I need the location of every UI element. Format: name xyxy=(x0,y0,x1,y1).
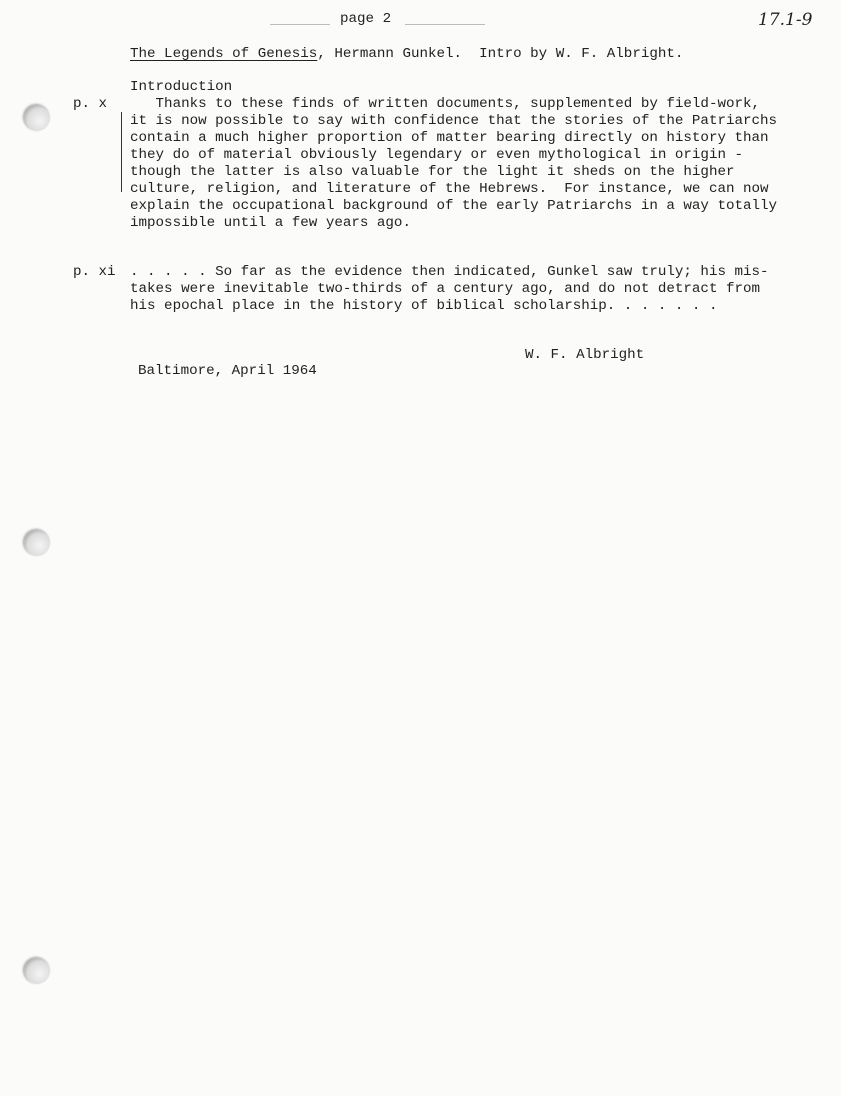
page-label: page 2 xyxy=(340,11,392,27)
passage-line: impossible until a few years ago. xyxy=(130,215,411,231)
passage-ref: p. x xyxy=(73,96,108,112)
passage-line: explain the occupational background of the early Patriarchs in a way totally xyxy=(130,198,778,214)
scan-artifact xyxy=(405,24,485,25)
book-title: The Legends of Genesis xyxy=(130,46,318,62)
punch-hole-bottom xyxy=(24,958,50,984)
passage-line: it is now possible to say with confidence that the stories of the Patriarchs xyxy=(130,113,778,129)
passage-line: his epochal place in the history of biblical scholarship. . . . . . . xyxy=(130,298,718,314)
citation-rest: , Hermann Gunkel. Intro by W. F. Albright. xyxy=(317,46,684,62)
section-heading: Introduction xyxy=(130,79,233,95)
passage-ref: p. xi xyxy=(73,264,116,280)
passage-line: contain a much higher proportion of matter bearing directly on history than xyxy=(130,130,769,146)
passage-line: . . . . . So far as the evidence then indicated, Gunkel saw truly; his mis- xyxy=(130,264,769,280)
punch-hole-top xyxy=(24,105,50,131)
margin-bracket xyxy=(121,112,130,192)
citation-line xyxy=(130,46,683,62)
signature: W. F. Albright xyxy=(525,347,645,363)
file-number: 17.1-9 xyxy=(758,10,813,30)
passage-line: Thanks to these finds of written documents, supplemented by field-work, xyxy=(130,96,761,112)
place-date: Baltimore, April 1964 xyxy=(138,363,317,379)
passage-line: though the latter is also valuable for the light it sheds on the higher xyxy=(130,164,735,180)
passage-line: takes were inevitable two-thirds of a century ago, and do not detract from xyxy=(130,281,761,297)
passage-line: they do of material obviously legendary or even mythological in origin - xyxy=(130,147,743,163)
scan-artifact xyxy=(270,24,330,25)
passage-line: culture, religion, and literature of the Hebrews. For instance, we can now xyxy=(130,181,769,197)
punch-hole-middle xyxy=(24,530,50,556)
